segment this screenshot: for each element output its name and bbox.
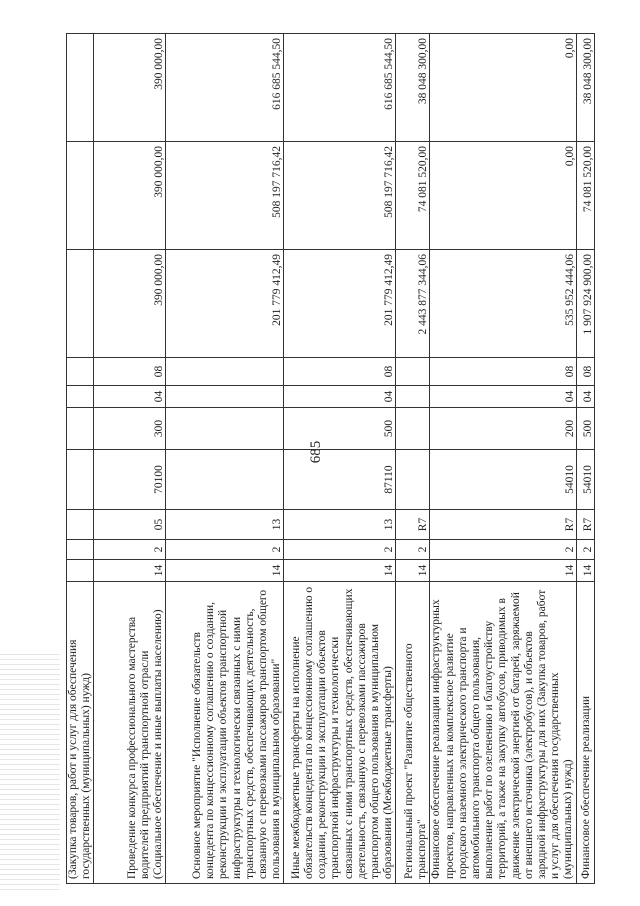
cell-amount: 508 197 716,42 [284,142,396,250]
table-row [284,34,396,884]
cell-code: 14 [576,560,594,582]
cell-code [166,386,284,408]
cell-code: R7 [430,510,576,540]
cell-code: 08 [284,358,396,386]
cell-code: 300 [94,408,166,450]
cell-amount: 390 000,00 [94,34,166,142]
cell-amount [67,250,94,358]
cell-code [67,510,94,540]
table-row [430,34,576,884]
cell-code: 04 [576,386,594,408]
cell-amount: 616 685 544,50 [166,34,284,142]
cell-amount [67,142,94,250]
table-row [94,34,166,884]
cell-code [396,408,430,450]
cell-amount: 535 952 444,06 [430,250,576,358]
row-name: Региональный проект "Развитие общественного транспорта" [396,582,430,884]
page-number: 685 [308,440,324,464]
cell-amount: 0,00 [430,142,576,250]
cell-amount: 616 685 544,50 [284,34,396,142]
row-name: Финансовое обеспечение реализации инфраструктурных проектов, направленных на комплексное развитие городского наземного электрического транспорта и автомобильного транспорта общего пользования, выполнение работ по озеленению и благоустройству территорий, а также на закупку автобусов, приводимых в движение электрической энергией от батарей, заряжаемой от внешнего источника (электробусов), и объектов зарядной инфраструктуры для них (Закупка товаров, работ и услуг для обеспечения государственных (муниципальных) нужд) [430,582,576,884]
cell-amount: 74 081 520,00 [576,142,594,250]
cell-amount: 390 000,00 [94,142,166,250]
cell-amount: 0,00 [430,34,576,142]
cell-code: 54010 [576,450,594,510]
table-row [576,34,594,884]
cell-code: 2 [166,540,284,560]
cell-amount: 38 048 300,00 [576,34,594,142]
cell-amount: 201 779 412,49 [166,250,284,358]
cell-code: 05 [94,510,166,540]
cell-code: 08 [94,358,166,386]
cell-code [67,408,94,450]
cell-code [396,450,430,510]
scan-artifact [0,650,60,890]
cell-code: 08 [430,358,576,386]
row-name: Иные межбюджетные трансферты на исполнение обязательств концедента по концессионному соглашению о создании, реконструкции и эксплуатации объектов транспортной инфраструктуры и технологически связанных с ними транспортных средств, обеспечивающих деятельность, связанную с перевозками пассажиров транспортом общего пользования в муниципальном образовании (Межбюджетные трансферты) [284,582,396,884]
cell-amount: 508 197 716,42 [166,142,284,250]
cell-code [67,540,94,560]
cell-code: 70100 [94,450,166,510]
cell-code: 13 [166,510,284,540]
cell-code: 14 [284,560,396,582]
cell-code: 2 [396,540,430,560]
cell-code [67,560,94,582]
cell-code: 2 [576,540,594,560]
cell-code: R7 [576,510,594,540]
cell-code [396,386,430,408]
cell-code: 04 [284,386,396,408]
row-name: (Закупка товаров, работ и услуг для обеспечения государственных (муниципальных) нужд) [67,582,94,884]
cell-code: 14 [166,560,284,582]
table-row [396,34,430,884]
cell-code: 04 [430,386,576,408]
cell-code: 14 [94,560,166,582]
cell-code [67,358,94,386]
cell-code: R7 [396,510,430,540]
cell-code: 54010 [430,450,576,510]
row-name: Основное мероприятие "Исполнение обязательств концедента по концессионному соглашению о создании, реконструкции и эксплуатации объектов транспортной инфраструктуры и технологически связанных с ними транспортных средств, обеспечивающих деятельность, связанную с перевозками пассажиров транспортом общего пользования в муниципальном образовании" [166,582,284,884]
cell-code: 13 [284,510,396,540]
cell-amount: 2 443 877 344,06 [396,250,430,358]
row-name: Финансовое обеспечение реализации [576,582,594,884]
cell-amount: 74 081 520,00 [396,142,430,250]
cell-code: 87110 [284,450,396,510]
cell-code [396,358,430,386]
budget-table [66,33,595,884]
cell-code: 14 [430,560,576,582]
table-row [166,34,284,884]
cell-code: 14 [396,560,430,582]
cell-code [67,450,94,510]
cell-code [166,450,284,510]
cell-code: 08 [576,358,594,386]
cell-code [166,408,284,450]
cell-code [166,358,284,386]
cell-amount: 390 000,00 [94,250,166,358]
cell-code: 500 [284,408,396,450]
cell-code: 2 [284,540,396,560]
cell-code [67,386,94,408]
row-name: Проведение конкурса профессионального мастерства водителей предприятий транспортной отрасли (Социальное обеспечение и иные выплаты населению) [94,582,166,884]
cell-amount: 201 779 412,49 [284,250,396,358]
cell-code: 2 [94,540,166,560]
cell-amount: 1 907 924 900,00 [576,250,594,358]
cell-amount [67,34,94,142]
cell-amount: 38 048 300,00 [396,34,430,142]
table-row [67,34,94,884]
cell-code: 2 [430,540,576,560]
cell-code: 04 [94,386,166,408]
cell-code: 500 [576,408,594,450]
cell-code: 200 [430,408,576,450]
